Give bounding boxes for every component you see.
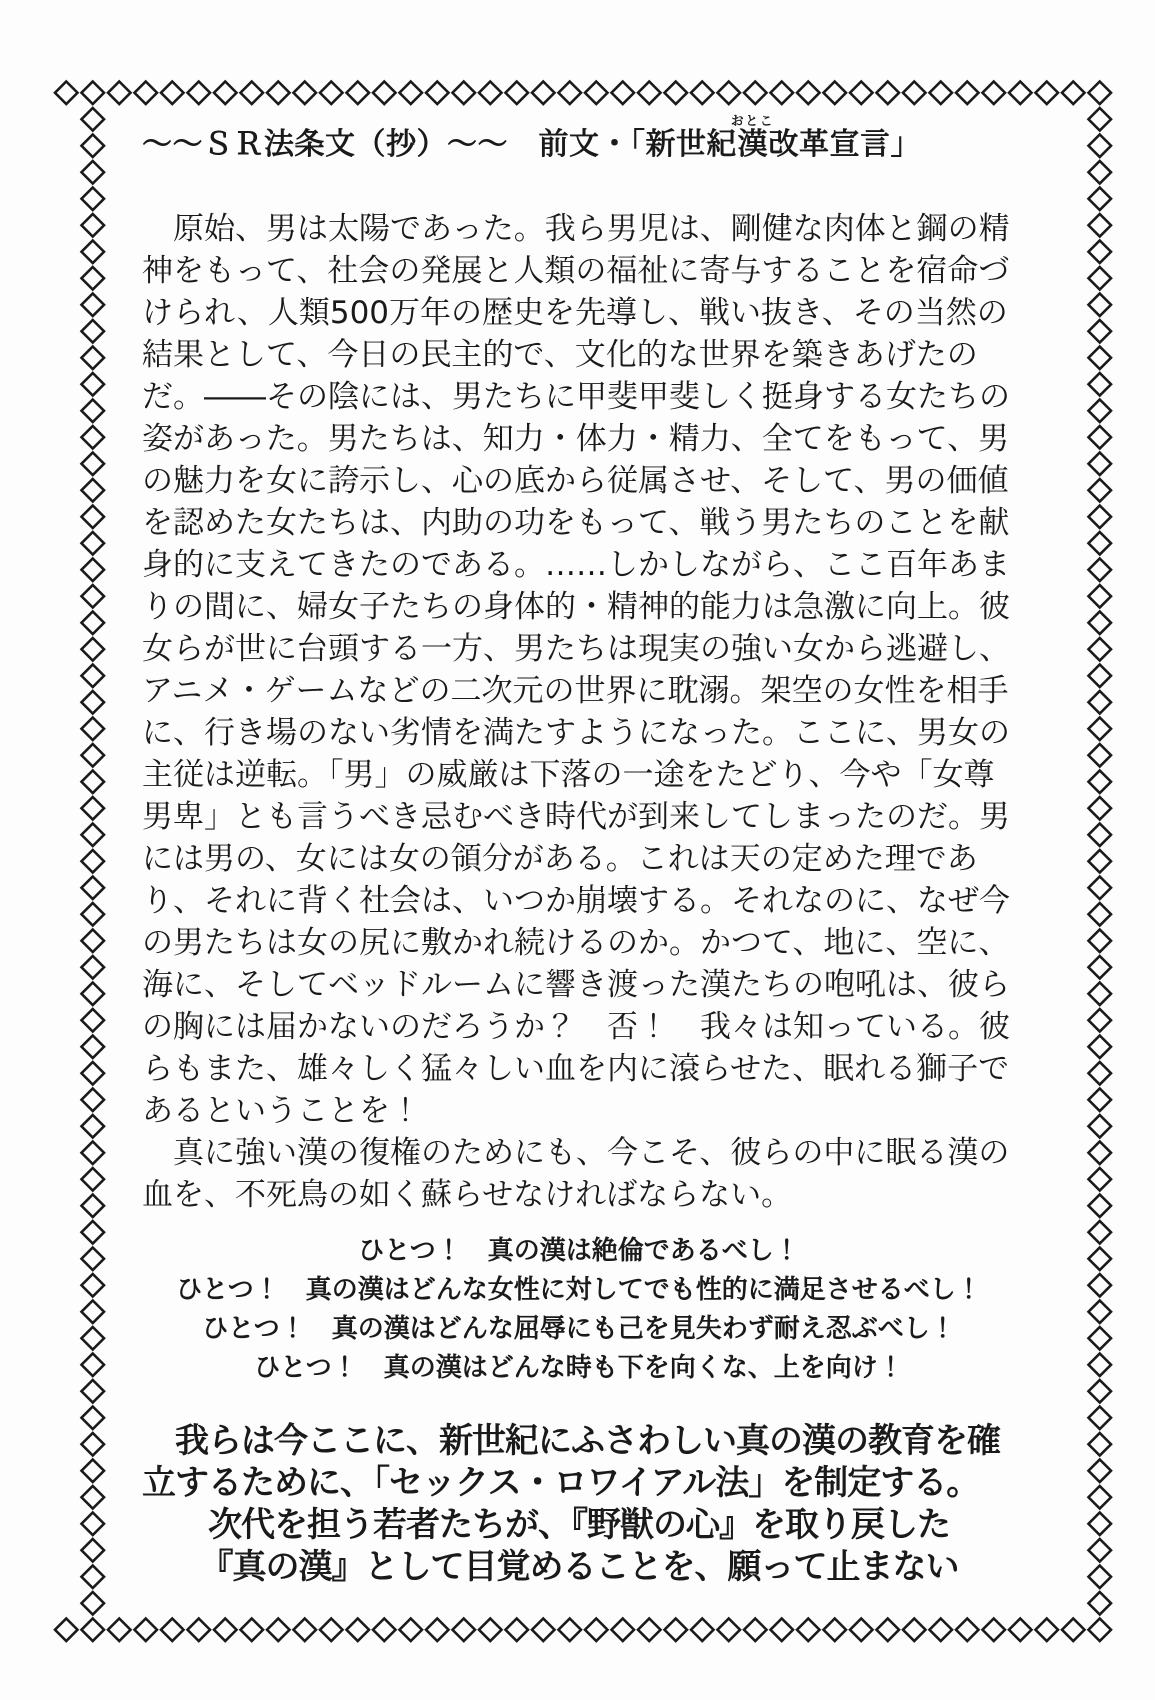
preamble-line: には男の、女には女の領分がある。これは天の定めた理であ (142, 841, 978, 877)
closing-line: 我らは今ここに、新世紀にふさわしい真の漢の教育を確 (142, 1421, 1000, 1461)
preamble-line: の魅力を女に誇示し、心の底から従属させ、そして、男の価値 (142, 463, 1009, 499)
border-top (53, 80, 1113, 107)
closing-line: 『真の漢』として目覚めることを、願って止まない (199, 1547, 959, 1587)
preamble-line: を認めた女たちは、内助の功をもって、戦う男たちのことを献 (142, 505, 1010, 541)
preamble-line: だ。――その陰には、男たちに甲斐甲斐しく挺身する女たちの (142, 379, 1010, 415)
preamble-line: 女らが世に台頭する一方、男たちは現実の強い女から逃避し、 (142, 631, 1010, 667)
closing-paragraph (142, 1420, 1016, 1588)
preamble-line: 姿があった。男たちは、知力・体力・精力、全てをもって、男 (142, 421, 1010, 457)
creed-line: ひとつ！ 真の漢はどんな屈辱にも己を見失わず耐え忍ぶべし！ (202, 1314, 956, 1344)
preamble-line: 海に、そしてベッドルームに響き渡った漢たちの咆吼は、彼ら (142, 967, 1010, 1003)
preamble-line: 真に強い漢の復権のためにも、今こそ、彼らの中に眠る漢の (142, 1135, 1010, 1171)
title-prefix: ～～ＳＲ法条文（抄）～～ 前文・「新世紀 (142, 127, 737, 162)
creed-line: ひとつ！ 真の漢はどんな女性に対してでも性的に満足させるべし！ (176, 1275, 982, 1305)
creed-line: ひとつ！ 真の漢はどんな時も下を向くな、上を向け！ (254, 1353, 904, 1383)
preamble-line: けられ、人類500万年の歴史を先導し、戦い抜き、その当然の (142, 295, 1008, 331)
preamble-line: り、それに背く社会は、いつか崩壊する。それなのに、なぜ今 (142, 883, 1010, 919)
closing-line: 立するために、「セックス・ロワイアル法」を制定する。 (142, 1463, 980, 1503)
preamble-paragraph (142, 208, 1016, 1216)
document-title (142, 112, 1016, 178)
preamble-line: 男卑」とも言うべき忌むべき時代が到来してしまったのだ。男 (142, 799, 1010, 835)
preamble-line: 血を、不死鳥の如く蘇らせなければならない。 (142, 1177, 793, 1213)
creed-line: ひとつ！ 真の漢は絶倫であるべし！ (358, 1236, 800, 1266)
preamble-line: 原始、男は太陽であった。我ら男児は、剛健な肉体と鋼の精 (142, 211, 1010, 247)
preamble-line: の胸には届かないのだろうか？ 否！ 我々は知っている。彼 (142, 1009, 1010, 1045)
preamble-line: アニメ・ゲームなどの二次元の世界に耽溺。架空の女性を相手 (142, 673, 1009, 709)
title-ruby-base: 漢 (731, 127, 775, 162)
closing-centered-lines (142, 1504, 1016, 1588)
border-left (80, 106, 107, 1617)
preamble-line: 神をもって、社会の発展と人類の福祉に寄与することを宿命づ (142, 253, 1010, 289)
border-bottom (53, 1617, 1113, 1644)
creed-list (142, 1232, 1016, 1388)
title-ruby (731, 113, 775, 162)
border-right (1087, 106, 1114, 1617)
preamble-line: 結果として、今日の民主的で、文化的な世界を築きあげたの (142, 337, 978, 373)
title-ruby-text: おとこ (731, 113, 775, 128)
preamble-line: に、行き場のない劣情を満たすようになった。ここに、男女の (142, 715, 1010, 751)
preamble-line: りの間に、婦女子たちの身体的・精神的能力は急激に向上。彼 (142, 589, 1010, 625)
preamble-line: あるということを！ (142, 1093, 421, 1129)
closing-left-lines (142, 1420, 1016, 1504)
preamble-line: 主従は逆転。「男」の威厳は下落の一途をたどり、今や「女尊 (142, 757, 995, 793)
document-content (142, 112, 1016, 1588)
title-suffix: 改革宣言」 (768, 127, 921, 162)
preamble-line: の男たちは女の尻に敷かれ続けるのか。かつて、地に、空に、 (142, 925, 1010, 961)
preamble-line: らもまた、雄々しく猛々しい血を内に滾らせた、眠れる獅子で (142, 1051, 1010, 1087)
closing-line: 次代を担う若者たちが、『野獣の心』を取り戻した (208, 1505, 950, 1545)
preamble-line: 身的に支えてきたのである。……しかしながら、ここ百年あま (142, 547, 1010, 583)
